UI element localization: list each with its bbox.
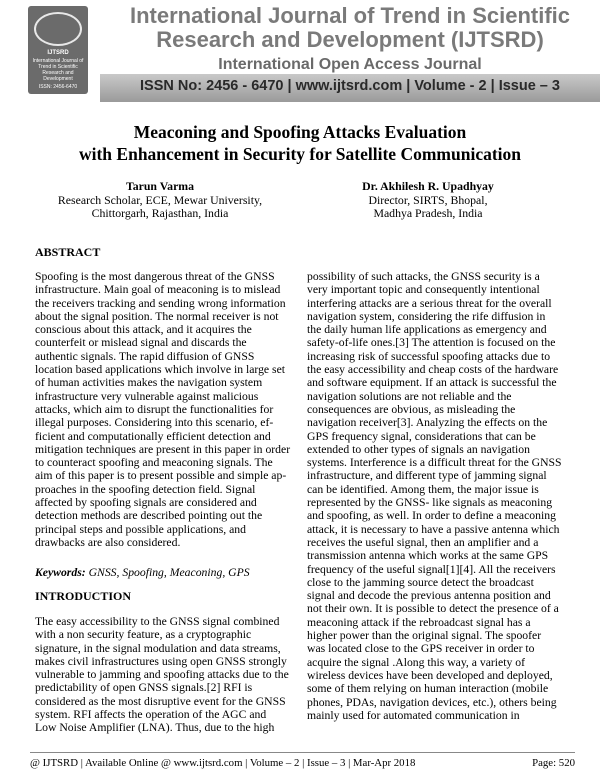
abstract-heading: ABSTRACT [35,245,101,259]
text-line: vulnerable to jamming and spoofing attacks due to the [35,668,289,682]
text-line: location based applications which involve in large set [35,363,286,377]
text-line: wireless devices have been developed and deployed, [307,668,553,682]
text-line: principal steps and possible applications, and [35,522,246,536]
author-location: Madhya Pradesh, India [373,206,483,220]
text-line: mainly used for automated communication in [307,708,520,722]
text-line: counterfeit or mislead signal and discards the [35,336,247,350]
text-line: the receivers tracking and sending wrong information [35,296,286,310]
author-affiliation: Research Scholar, ECE, Mewar University, [57,192,263,207]
text-line: increasing risk of successful spoofing attacks due to [307,349,551,363]
text-line: of human activities makes the navigation system [35,376,263,390]
text-line: predictability of open GNSS signals.[2] RFI is [35,681,253,695]
abstract-body [35,270,297,549]
text-line: very important topic and consequently intentional [307,283,540,297]
paper-title [0,121,600,165]
introduction-heading: INTRODUCTION [35,589,132,603]
text-line: phones, PDAs, navigation devices, etc.), others being [307,695,557,709]
text-line: illegal purposes. Considering into this scenario, ef- [35,416,274,430]
text-line: receives the useful signal, then an amplifier and a [307,535,539,549]
logo-journal-name: International Journal of Trend in Scientific Research and Development [32,58,84,82]
text-line: the daily human life applications as emergency and [307,323,547,337]
author-block [308,180,548,221]
text-line: detection methods are described pointing out the [35,509,263,523]
text-line: safety-of-life ones.[3] The attention is focused on the [307,336,556,350]
text-line: was located close to the GPS receiver in order to [307,642,535,656]
logo-issn: ISSN: 2456-6470 [38,84,78,90]
text-line: considered as the most disruptive event for the GNSS [35,694,286,708]
text-line: mitigation techniques are present in this paper in order [35,442,291,456]
text-line: attacks, which aim to disrupt the functionalities for [35,402,274,416]
author-affiliation: Director, SIRTS, Bhopal, [368,192,488,207]
text-line: higher power than the original signal. The spoofer [307,629,542,643]
text-line: attack, it is necessary to have a passive antenna which [307,522,560,536]
author-block [40,180,280,221]
text-line: meaconing attack if the rebroadcast signal has a [307,615,531,629]
text-line: navigation system, considering the rife diffusion in [307,309,546,323]
text-line: makes civil infrastructures using open GNSS strongly [35,654,287,668]
text-line: some of them relying on human interaction (mobile [307,682,549,696]
page-number: Page: 520 [532,757,575,769]
text-line: with a non security feature, as a cryptographic [35,628,252,642]
text-line: interfering attacks are a serious threat for the overall [307,296,552,310]
text-line: frequency of the useful signal[1][4]. All the receivers [307,562,556,576]
text-line: signal and decode the previous antenna position and [307,589,551,603]
text-line: consequences are obvious, as misleading the [307,402,516,416]
author-location: Chittorgarh, Rajasthan, India [91,206,229,220]
text-line: signature, in the signal modulation and data streams, [35,641,281,655]
logo-emblem-icon [34,12,82,46]
text-line: infrastructure, and different type of jamming signal [307,469,547,483]
text-line: proaches in the spoofing detection field. Signal [35,482,256,496]
right-column-body [307,270,569,722]
text-line: and software equipment. If an attack is successful the [307,376,557,390]
logo-acronym: IJTSRD [47,50,69,56]
text-line: aim of this paper is to present possible and simple ap- [35,469,287,483]
author-name: Tarun Varma [125,179,195,193]
issn-line: ISSN No: 2456 - 6470 | www.ijtsrd.com | Volume - 2 | Issue – 3 [140,78,560,94]
journal-subtitle: International Open Access Journal [218,56,482,73]
text-line: and spoofing, as well. In order to define a meaconing [307,509,556,523]
text-line: affected by spoofing signals are considered and [35,496,257,510]
text-line: navigation solutions are not reliable and the [307,389,512,403]
page-footer [30,752,575,775]
text-line: authentic signals. The rapid diffusion of GNSS [35,349,255,363]
text-line: about the signal position. The normal receiver is not [35,309,279,323]
text-line: the easy accessibility and cheap costs of the hardware [307,363,559,377]
introduction-body [35,615,297,735]
journal-title [100,4,600,52]
text-line: ficient and computationally efficient detection and [35,429,271,443]
keywords-text: GNSS, Spoofing, Meaconing, GPS [85,566,250,579]
text-line: drawbacks are also considered. [35,535,181,549]
keywords [35,566,250,579]
footer-citation: @ IJTSRD | Available Online @ www.ijtsrd.com | Volume – 2 | Issue – 3 | Mar-Apr 2018 [30,757,416,769]
journal-header [0,0,600,108]
journal-title-line2: Research and Development (IJTSRD) [156,27,544,52]
text-line: possibility of such attacks, the GNSS security is a [307,270,540,283]
text-line: GPS frequency signal, considerations that can be [307,429,536,443]
text-line: systems. Interference is a difficult threat for the GNSS [307,456,562,470]
text-line: navigation receiver[3]. Analyzing the effects on the [307,416,548,430]
paper-title-line1: Meaconing and Spoofing Attacks Evaluation [133,122,467,142]
text-line: extended to other types of signals an navigation [307,442,530,456]
text-line: can be identified. Among them, the major issue is [307,482,539,496]
text-line: conscious about this attack, and it acquires the [35,323,252,337]
text-line: infrastructure. Main goal of meaconing is to mislead [35,283,281,297]
text-line: acquire the signal .Along this way, a variety of [307,655,525,669]
journal-title-line1: International Journal of Trend in Scientific [129,3,571,28]
text-line: Spoofing is the most dangerous threat of the GNSS [35,270,275,283]
text-line: The easy accessibility to the GNSS signal combined [35,615,280,628]
text-line: system. RFI affects the operation of the AGC and [35,708,267,722]
text-line: represented by the GNSS- like signals as meaconing [307,496,553,510]
text-line: infrastructure very vulnerable against malicious [35,389,259,403]
text-line: close to the jamming source detect the broadcast [307,575,534,589]
author-name: Dr. Akhilesh R. Upadhyay [362,179,494,193]
keywords-label: Keywords: [35,566,86,579]
text-line: not their own. It is possible to detect the presence of a [307,602,559,616]
journal-logo [28,6,88,94]
text-line: transmission antenna which works at the same GPS [307,549,549,563]
paper-title-line2: with Enhancement in Security for Satellite Communication [78,144,522,164]
text-line: Low Noise Amplifier (LNA). Thus, due to the high [35,721,275,735]
text-line: to counteract spoofing and meaconing signals. The [35,456,273,470]
